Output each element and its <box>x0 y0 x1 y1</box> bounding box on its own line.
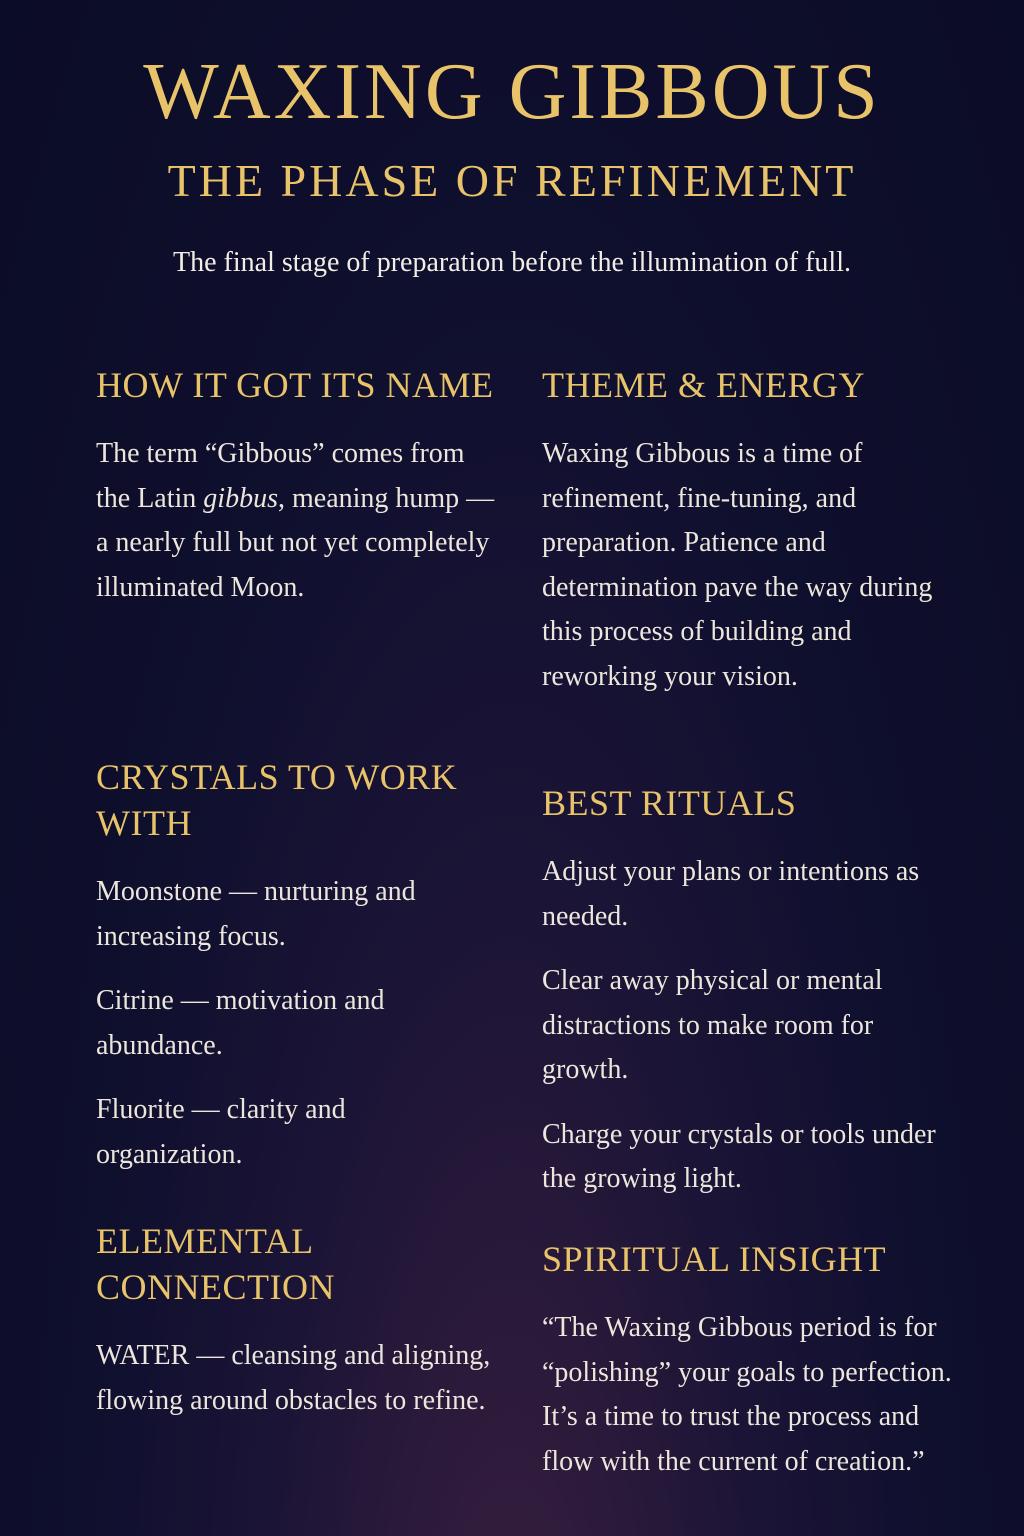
crystal-item: Citrine — motivation and abundance. <box>96 985 385 1061</box>
page-title: WAXING GIBBOUS <box>143 48 881 136</box>
section-heading: ELEMENTAL CONNECTION <box>96 1221 335 1307</box>
theme-text: Waxing Gibbous is a time of refinement, fine-tuning, and preparation. Patience and determination pave the way during this process of building and reworking your vision. <box>542 438 933 692</box>
right-column <box>542 362 952 1484</box>
section-heading: SPIRITUAL INSIGHT <box>542 1239 887 1279</box>
section-crystals <box>96 754 496 1218</box>
crystal-item: Fluorite — clarity and organization. <box>96 1094 346 1170</box>
page-subtitle: THE PHASE OF REFINEMENT <box>167 155 857 206</box>
section-insight <box>542 1236 952 1484</box>
section-heading: THEME & ENERGY <box>542 365 865 405</box>
section-heading: BEST RITUALS <box>542 783 797 823</box>
section-rituals <box>542 780 952 1236</box>
crystal-item: Moonstone — nurturing and increasing focus. <box>96 876 416 952</box>
section-heading: CRYSTALS TO WORK WITH <box>96 757 458 843</box>
name-origin-text: The term “Gibbous” comes from the Latin gibbus, meaning hump — a nearly full but not yet completely illuminated Moon. <box>96 438 495 603</box>
ritual-item: Adjust your plans or intentions as needed. <box>542 856 920 932</box>
section-theme <box>542 362 952 780</box>
elemental-text: WATER — cleansing and aligning, flowing around obstacles to refine. <box>96 1340 491 1416</box>
ritual-item: Clear away physical or mental distractions to make room for growth. <box>542 965 883 1085</box>
ritual-item: Charge your crystals or tools under the growing light. <box>542 1118 936 1194</box>
section-heading: HOW IT GOT ITS NAME <box>96 365 494 405</box>
section-elemental <box>96 1218 496 1423</box>
section-name-origin <box>96 362 496 754</box>
left-column <box>96 362 496 1423</box>
insight-quote: “The Waxing Gibbous period is for “polishing” your goals to perfection. It’s a time to trust the process and flow with the current of creation.” <box>542 1312 952 1477</box>
tagline: The final stage of preparation before the illumination of full. <box>173 247 851 278</box>
